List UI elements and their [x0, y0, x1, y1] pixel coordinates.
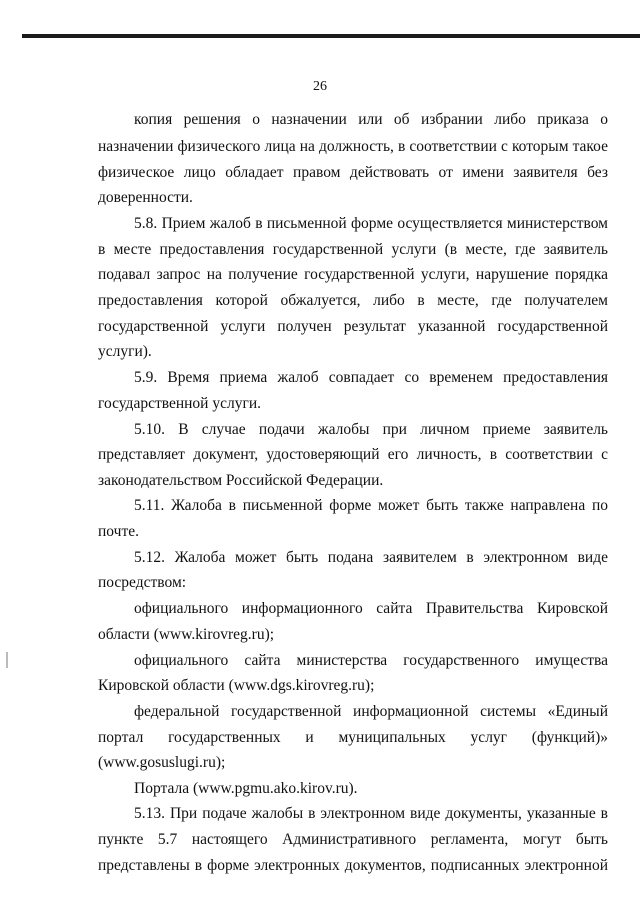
- text-line: 5.11. Жалоба в письменной форме может быть также направлена по: [134, 497, 608, 514]
- text-line: федеральной государственной информационной системы «Единый: [134, 703, 608, 720]
- text-line: государственной услуги получен результат указанной государственной: [98, 318, 608, 335]
- text-line: официального информационного сайта Правительства Кировской: [134, 600, 608, 617]
- text-line: 5.12. Жалоба может быть подана заявителем в электронном виде: [134, 549, 608, 566]
- scan-margin-mark: [6, 652, 8, 668]
- text-line: Портала (www.pgmu.ako.kirov.ru).: [134, 780, 358, 797]
- text-line: области (www.kirovreg.ru);: [98, 626, 275, 643]
- text-line: услуги).: [98, 343, 152, 360]
- text-line: доверенности.: [98, 189, 193, 206]
- text-line: почте.: [98, 523, 139, 540]
- text-line: 5.8. Прием жалоб в письменной форме осуществляется министерством: [134, 215, 608, 232]
- text-line: представлены в форме электронных документов, подписанных электронной: [98, 857, 608, 874]
- top-rule: [22, 34, 640, 38]
- text-line: официального сайта министерства государственного имущества: [134, 652, 608, 669]
- text-line: посредством:: [98, 574, 187, 591]
- text-line: пункте 5.7 настоящего Административного регламента, могут быть: [98, 831, 608, 848]
- text-line: представляет документ, удостоверяющий его личность, в соответствии с: [98, 446, 608, 463]
- page-number: 26: [313, 79, 327, 94]
- text-line: предоставления которой обжалуется, либо в месте, где получателем: [98, 292, 608, 309]
- text-line: копия решения о назначении или об избрании либо приказа о: [134, 111, 608, 128]
- text-line: портал государственных и муниципальных услуг (функций)»: [98, 729, 608, 746]
- text-line: физическое лицо обладает правом действовать от имени заявителя без: [98, 164, 608, 181]
- text-line: 5.9. Время приема жалоб совпадает со временем предоставления: [134, 369, 608, 386]
- text-line: государственной услуги.: [98, 395, 261, 412]
- text-line: 5.10. В случае подачи жалобы при личном приеме заявитель: [134, 421, 608, 438]
- text-line: 5.13. При подаче жалобы в электронном виде документы, указанные в: [134, 805, 608, 822]
- text-line: (www.gosuslugi.ru);: [98, 754, 226, 771]
- text-line: подавал запрос на получение государственной услуги, нарушение порядка: [98, 266, 608, 283]
- text-line: Кировской области (www.dgs.kirovreg.ru);: [98, 677, 375, 694]
- text-line: назначении физического лица на должность, в соответствии с которым такое: [98, 138, 608, 155]
- text-line: в месте предоставления государственной услуги (в месте, где заявитель: [98, 241, 608, 258]
- text-line: законодательством Российской Федерации.: [98, 472, 384, 489]
